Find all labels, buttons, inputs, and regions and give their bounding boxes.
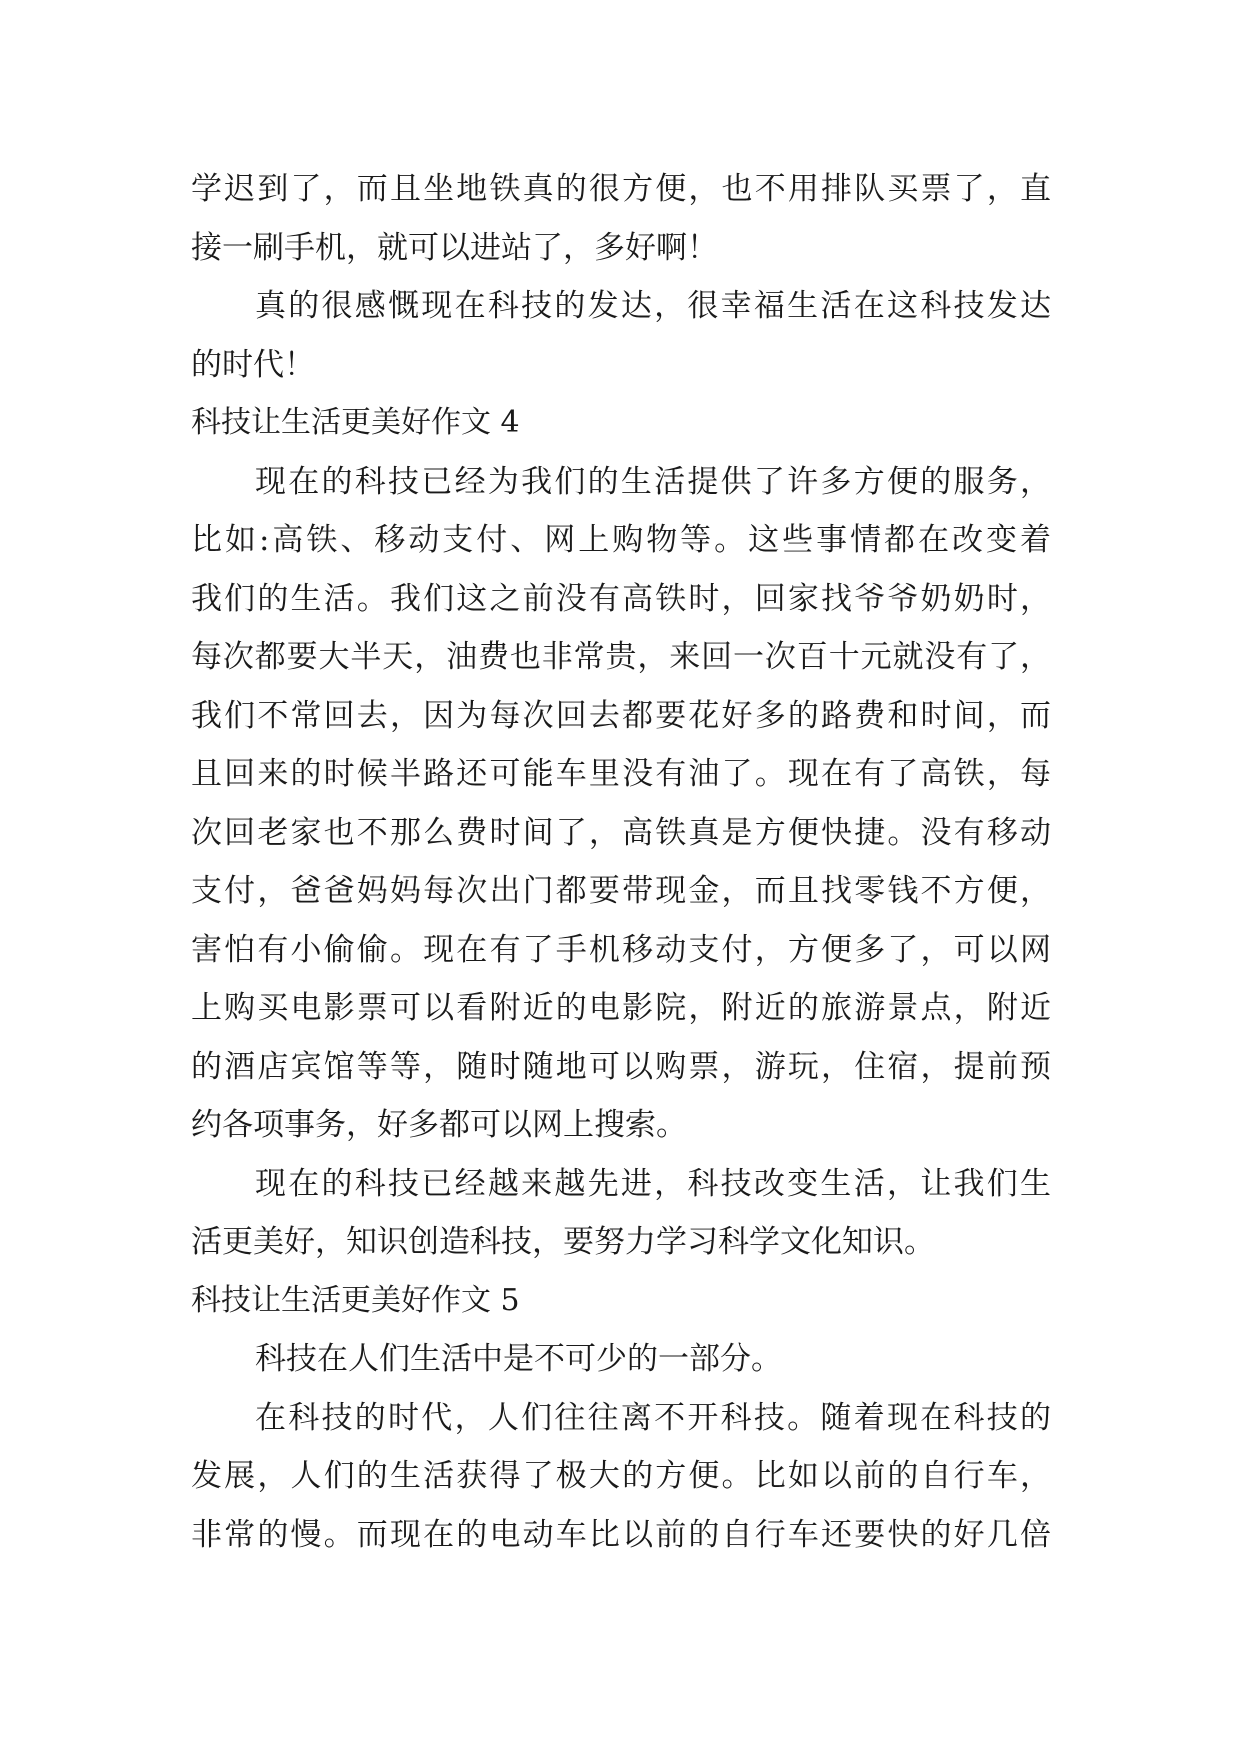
- paragraph-line: 真的很感慨现在科技的发达，很幸福生活在这科技发达: [255, 288, 1051, 324]
- paragraph-line: 现在的科技已经越来越先进，科技改变生活，让我们生: [255, 1165, 1051, 1202]
- paragraph-line: 比如:高铁、移动支付、网上购物等。这些事情都在改变着: [191, 522, 1051, 558]
- paragraph-line: 支付，爸爸妈妈每次出门都要带现金，而且找零钱不方便，: [191, 873, 1051, 909]
- paragraph-line: 现在的科技已经为我们的生活提供了许多方便的服务，: [255, 463, 1051, 500]
- paragraph-line: 活更美好，知识创造科技，要努力学习科学文化知识。: [191, 1224, 935, 1260]
- document-body: [191, 160, 1051, 1564]
- paragraph-line: 接一刷手机，就可以进站了，多好啊！: [191, 229, 718, 266]
- section-heading: 科技让生活更美好作文 5: [191, 1282, 520, 1318]
- paragraph-line: 我们不常回去，因为每次回去都要花好多的路费和时间，而: [191, 697, 1051, 734]
- paragraph-line: 每次都要大半天，油费也非常贵，来回一次百十元就没有了，: [191, 639, 1051, 675]
- paragraph-line: 且回来的时候半路还可能车里没有油了。现在有了高铁，每: [191, 756, 1051, 792]
- paragraph-line: 科技在人们生活中是不可少的一部分。: [255, 1341, 782, 1377]
- paragraph-line: 发展，人们的生活获得了极大的方便。比如以前的自行车，: [191, 1458, 1051, 1494]
- paragraph-line: 上购买电影票可以看附近的电影院，附近的旅游景点，附近: [191, 990, 1051, 1026]
- paragraph-line: 约各项事务，好多都可以网上搜索。: [191, 1107, 687, 1143]
- paragraph-line: 在科技的时代，人们往往离不开科技。随着现在科技的: [255, 1399, 1051, 1436]
- section-heading: 科技让生活更美好作文 4: [191, 405, 520, 440]
- paragraph-line: 学迟到了，而且坐地铁真的很方便，也不用排队买票了，直: [191, 171, 1051, 207]
- paragraph-line: 次回老家也不那么费时间了，高铁真是方便快捷。没有移动: [191, 814, 1051, 851]
- paragraph-line: 我们的生活。我们这之前没有高铁时，回家找爷爷奶奶时，: [191, 580, 1051, 617]
- paragraph-line: 害怕有小偷偷。现在有了手机移动支付，方便多了，可以网: [191, 931, 1051, 968]
- paragraph-line: 非常的慢。而现在的电动车比以前的自行车还要快的好几倍: [191, 1516, 1051, 1553]
- paragraph-line: 的时代！: [191, 346, 315, 383]
- paragraph-line: 的酒店宾馆等等，随时随地可以购票，游玩，住宿，提前预: [191, 1048, 1051, 1085]
